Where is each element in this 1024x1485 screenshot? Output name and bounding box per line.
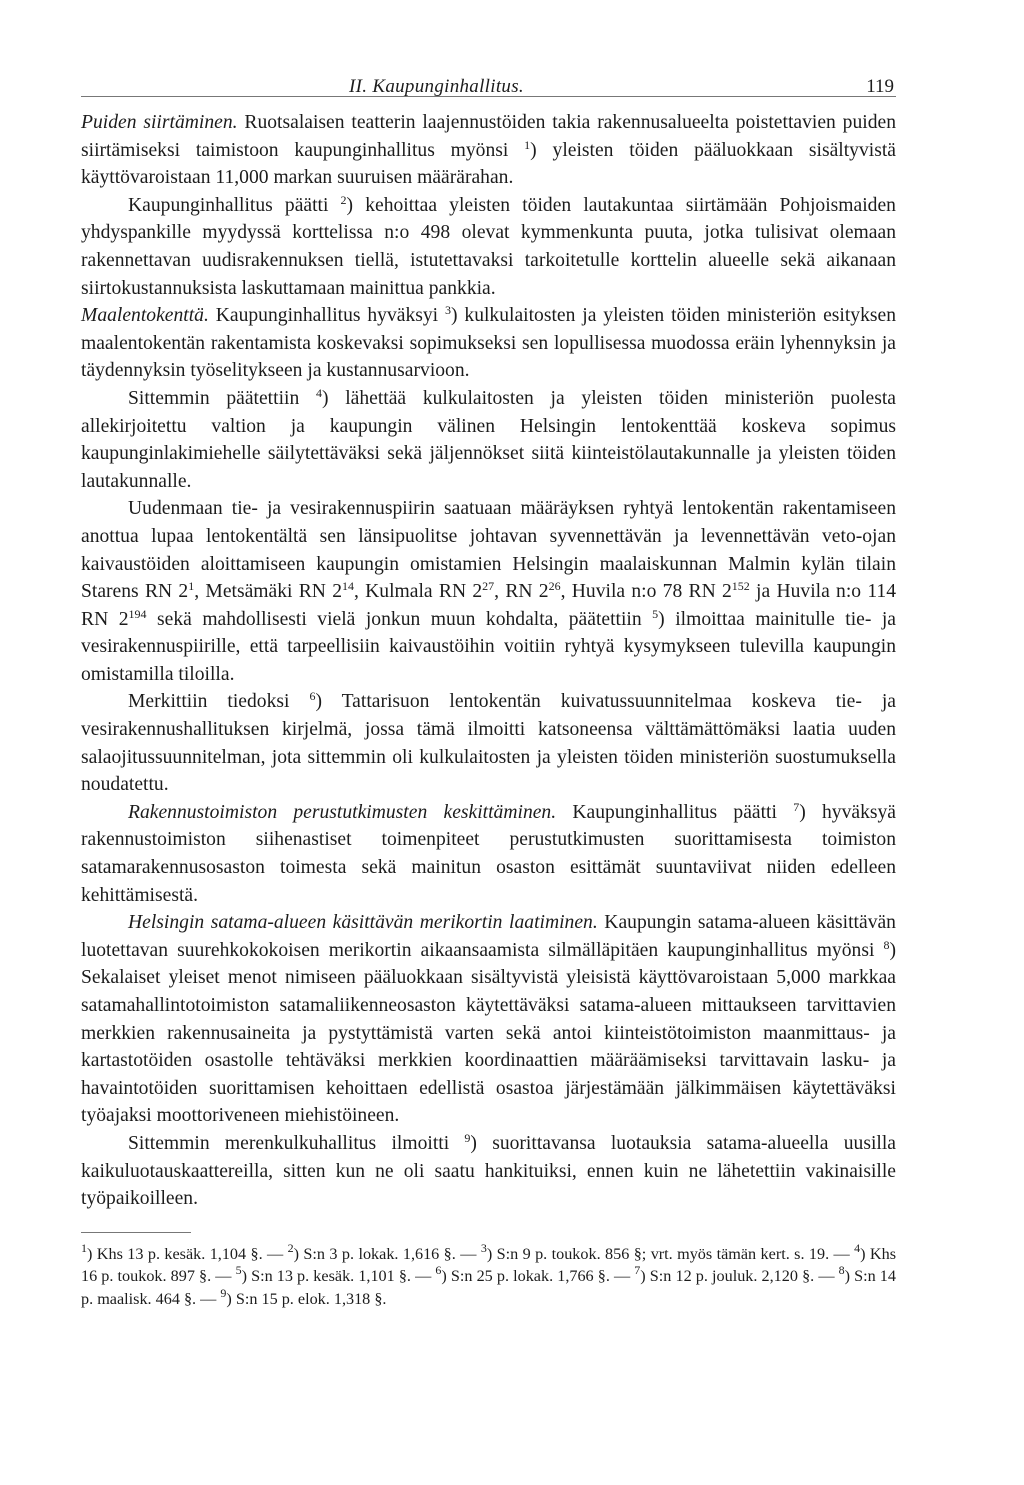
paragraph: Merkittiin tiedoksi $^6$) Tattarisuon lentokentän kuivatussuunnitelmaa koskeva tie- ja vesirakennushallituksen kirjelmä, jossa tämä ilmoitti katsoneensa välttämättömäksi laatia uuden salaojitussuunnitelman, jota sittemmin oli kulkulaitosten ja yleisten töiden ministeriön suostumuksella noudatettu. — [81, 689, 896, 796]
paragraph: Sittemmin merenkulkuhallitus ilmoitti $^9$) suorittavansa luotauksia satama-alueella uusilla kaikuluotauskaattereilla, sitten kun ne oli saatu hankituiksi, ennen kuin ne lähetettiin vakinaisille työpaikoilleen. — [81, 1130, 896, 1210]
footnote-number: 2 — [287, 1240, 294, 1255]
running-header — [81, 62, 896, 97]
footnote-text: ) S:n 12 p. jouluk. 2,120 §. — — [640, 1267, 839, 1286]
footnote-number: 5 — [235, 1263, 242, 1278]
footnote-number: 7 — [634, 1263, 641, 1278]
footnote-ref: 3 — [445, 303, 451, 318]
section-heading: Maalentokenttä. — [81, 305, 209, 327]
footnote-text: ) S:n 3 p. lokak. 1,616 §. — — [293, 1244, 481, 1263]
footnote-number: 3 — [480, 1240, 487, 1255]
footnote-ref: 1 — [524, 137, 531, 152]
footnote-ref: 2 — [340, 192, 347, 207]
page-number: 119 — [866, 76, 894, 97]
paragraph: Kaupunginhallitus päätti $^2$) kehoittaa yleisten töiden lautakuntaa siirtämään Pohjoismaiden yhdyspankille myydyssä korttelissa n:o 498 olevat kymmenkunta puuta, jotka tulisivat olemaan rakennettavan uudisrakennuksen tiellä, istutettavaksi tarkoitetulle korttelin alueelle sekä aikanaan siirtokustannuksista laskuttamaan mainittua pankkia. — [81, 192, 896, 299]
paragraph-maalentokentta: Maalentokenttä. Kaupunginhallitus hyväksyi $^3$) kulkulaitosten ja yleisten töiden ministeriön esityksen maalentokentän rakentamista koskevaksi sopimukseksi sen lopullisessa muodossa eräin lyhennyksin ja täydennyksin työselitykseen ja kustannusarvioon. — [81, 303, 896, 382]
document-page — [81, 62, 896, 1310]
footnote-text: ) S:n 15 p. elok. 1,318 §. — [226, 1289, 387, 1308]
footnote-text: ) S:n 14 p. maalisk. 464 §. — — [81, 1267, 896, 1308]
footnote-number: 1 — [81, 1240, 87, 1255]
footnote-number: 9 — [220, 1285, 227, 1300]
section-heading: Puiden siirtäminen. — [81, 112, 238, 133]
footnotes — [81, 1240, 896, 1311]
footnote-text: ) Khs 16 p. toukok. 897 §. — — [81, 1244, 896, 1286]
footnote-text: ) S:n 9 p. toukok. 856 §; vrt. myös tämän kert. s. 19. — — [486, 1244, 855, 1263]
footnote-text: ) S:n 13 p. kesäk. 1,101 §. — — [241, 1267, 436, 1286]
paragraph: Sittemmin päätettiin $^4$) lähettää kulkulaitosten ja yleisten töiden ministeriön puolesta allekirjoitettu valtion ja kaupungin välinen Helsingin lentokenttää koskeva sopimus kaupunginlakimiehelle säilytettäväksi sekä jäljennökset siitä kiinteistölautakunnalle ja yleisten töiden lautakunnalle. — [81, 385, 896, 492]
footnote-ref: 8 — [883, 937, 890, 952]
footnote-number: 6 — [435, 1263, 442, 1278]
footnote-text: ) S:n 25 p. lokak. 1,766 §. — — [441, 1267, 635, 1286]
footnote-text: ) Khs 13 p. kesäk. 1,104 §. — — [87, 1244, 288, 1263]
footnote-number: 4 — [854, 1240, 861, 1255]
chapter-title: II. Kaupunginhallitus. — [349, 76, 524, 97]
footnote-block — [81, 1240, 896, 1311]
footnote-ref: 4 — [315, 385, 322, 400]
main-text — [81, 109, 896, 1213]
paragraph: Uudenmaan tie- ja vesirakennuspiirin saatuaan määräyksen ryhtyä lentokentän rakentamiseen anottua lupaa lentokentältä sen länsipuolitse johtavan syvennettävän ja levennettävän veto-ojan kaivaustöiden aloittamiseen kaupungin omistamien Helsingin maalaiskunnan Malmin kylän tilain Starens RN $2^1$, Metsämäki RN $2^{14}$, Kulmala RN $2^{27}$, RN $2^{26}$, Huvila n:o 78 RN $2^{152}$ ja Huvila n:o 114 RN $2^{194}$ sekä mahdollisesti vielä jonkun muun kohdalta, päätettiin $^5$) ilmoittaa mainitulle tie- ja vesirakennuspiirille, että tarpeellisiin kaivaustöihin voitiin ryhtyä kysymykseen tulevilla kaupungin omistamilla tiloilla. — [81, 498, 897, 685]
footnote-ref: 5 — [652, 606, 659, 621]
footnote-divider — [81, 1232, 191, 1233]
section-heading: Helsingin satama-alueen käsittävän merikortin laatiminen. — [128, 912, 598, 934]
footnote-ref: 6 — [309, 689, 316, 704]
paragraph-puiden-siirtaminen: Puiden siirtäminen. Ruotsalaisen teatterin laajennustöiden takia rakennusalueelta poistettavien puiden siirtämiseksi taimistoon kaupunginhallitus myönsi $^1$) yleisten töiden pääluokkaan sisältyvistä käyttövaroistaan 11,000 markan suuruisen määrärahan. — [81, 112, 897, 189]
footnote-ref: 7 — [793, 799, 800, 814]
footnote-number: 8 — [838, 1263, 845, 1278]
section-heading: Rakennustoimiston perustutkimusten keskittäminen. — [128, 801, 557, 823]
footnote-ref: 9 — [464, 1130, 471, 1145]
paragraph-perustutkimukset: Rakennustoimiston perustutkimusten keskittäminen. Kaupunginhallitus päätti $^7$) hyväksyä rakennustoimiston siihenastiset toimenpiteet perustutkimusten suorittamisesta toimiston satamarakennusosaston toimesta sekä mainitun osaston esittämät suuntaviivat niiden edelleen kehittämisestä. — [81, 799, 896, 906]
paragraph-merikortti: Helsingin satama-alueen käsittävän merikortin laatiminen. Kaupungin satama-alueen käsittävän luotettavan suurehkokokoisen merikortin aikaansaamista silmälläpitäen kaupunginhallitus myönsi $^8$) Sekalaiset yleiset menot nimiseen pääluokkaan sisältyvistä yleisistä käyttövaroistaan 5,000 markkaa satamahallintotoimiston satamaliikenneosaston käytettäväksi satama-alueen mittaukseen tarvittavien merkkien rakennusaineita ja pystyttämistä varten sekä antoi kiinteistötoimiston maanmittaus- ja kartastotöiden osastolle tehtäväksi merkkien koordinaattien määräämiseksi tarvittavain lasku- ja havaintotöiden suorittamisen kehoittaen edellistä osastoa järjestämään jälkimmäisen käytettäväksi työajaksi moottoriveneen miehistöineen. — [81, 912, 896, 1127]
